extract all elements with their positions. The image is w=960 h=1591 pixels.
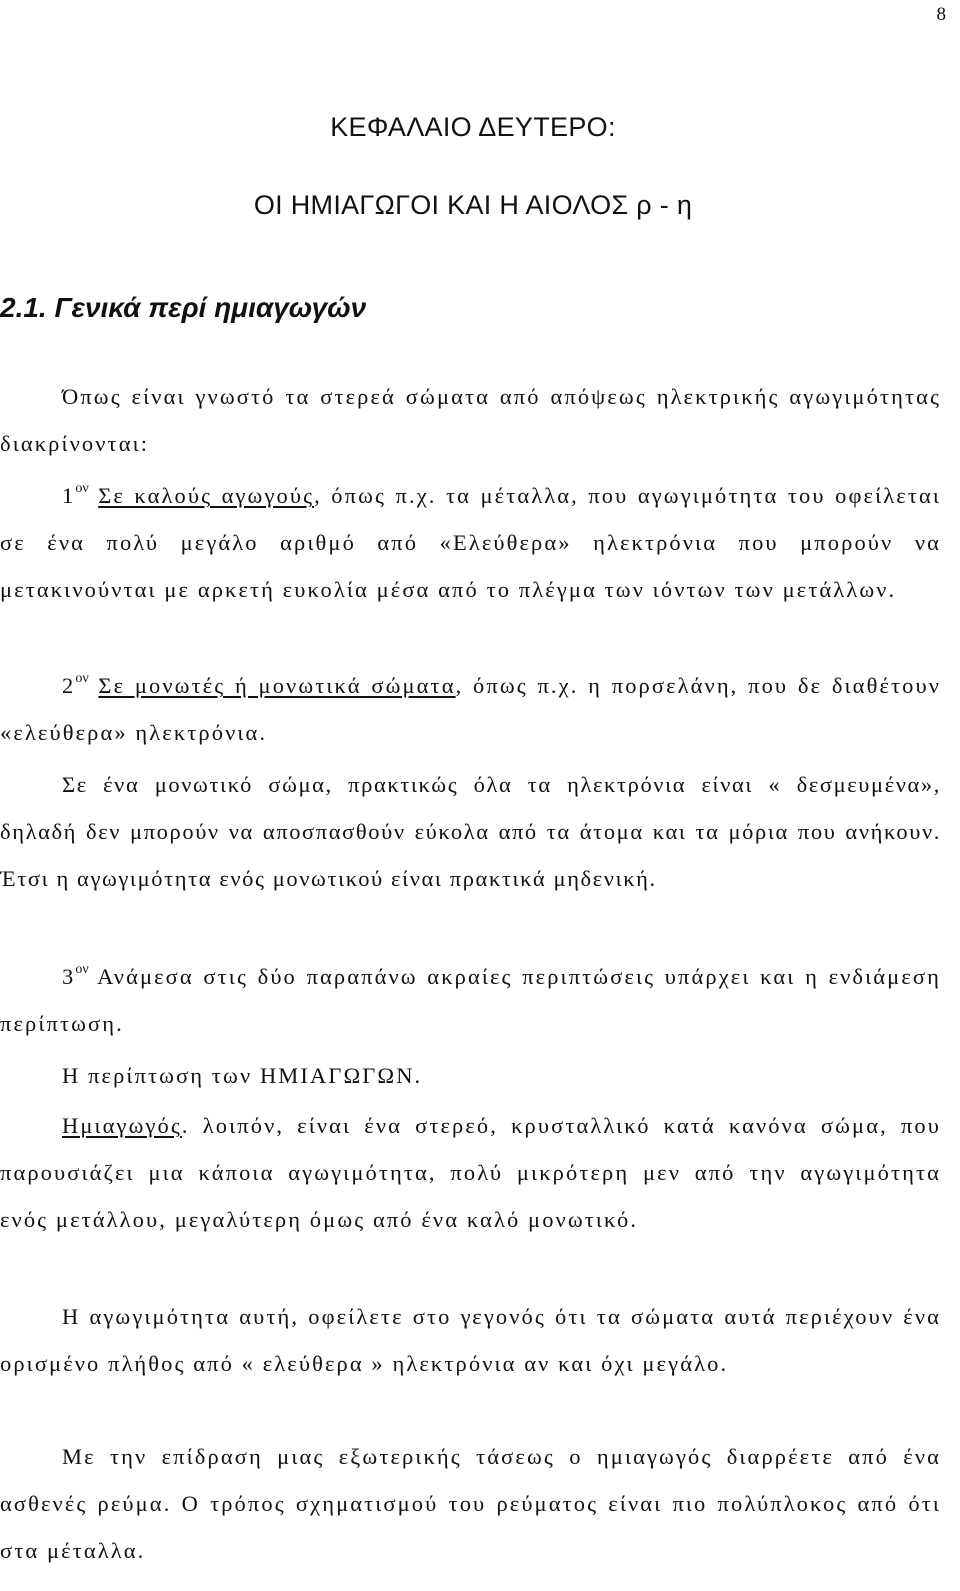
paragraph-text: Με την επίδραση μιας εξωτερικής τάσεως ο ημιαγωγός διαρρέετε από ένα ασθενές ρεύμα. Ο τρόπος σχηματισμού του ρεύματος είναι πιο πολύπλοκος από ότι στα μέταλλα. [0, 1444, 941, 1563]
paragraph-intermediate [0, 953, 941, 1047]
term-insulators: Σε μονωτές ή μονωτικά σώματα [98, 673, 456, 698]
paragraph-text: Σε ένα μονωτικό σώμα, πρακτικώς όλα τα ηλεκτρόνια είναι « δεσμευμένα», δηλαδή δεν μπορούν να αποσπασθούν εύκολα από τα άτομα και τα μόρια που ανήκουν. Έτσι η αγωγιμότητα ενός μονωτικού είναι πρακτικά μηδενική. [0, 772, 941, 891]
chapter-subtitle: ΟΙ ΗΜΙΑΓΩΓΟΙ ΚΑΙ Η ΑΙΟΛΟΣ ρ - η [253, 190, 693, 220]
paragraph-text: Ανάμεσα στις δύο παραπάνω ακραίες περιπτώσεις υπάρχει και η ενδιάμεση περίπτωση. [0, 964, 941, 1036]
term-semiconductor: Ημιαγωγός [62, 1113, 182, 1138]
paragraph-semiconductor-case [0, 1052, 941, 1099]
paragraph-text: , όπως π.χ. τα μέταλλα, που αγωγιμότητα του οφείλεται σε ένα πολύ μεγάλο αριθμό από «Ελεύθερα» ηλεκτρόνια που μπορούν να μετακινούνται με αρκετή ευκολία μέσα από το πλέγμα των ιόντων των μετάλλων. [0, 483, 942, 602]
paragraph-insulators [0, 662, 941, 756]
paragraph-text: Η αγωγιμότητα αυτή, οφείλετε στο γεγονός ότι τα σώματα αυτά περιέχουν ένα ορισμένο πλήθος από « ελεύθερα » ηλεκτρόνια αν και όχι μεγάλο. [0, 1304, 941, 1376]
term-conductors: Σε καλούς αγωγούς [98, 483, 315, 508]
ordinal-suffix: ον [75, 480, 89, 496]
paragraph-text: , όπως π.χ. η πορσελάνη, που δε διαθέτουν «ελεύθερα» ηλεκτρόνια. [0, 673, 942, 745]
paragraph-insulator-body [0, 761, 941, 902]
paragraph-text: . λοιπόν, είναι ένα στερεό, κρυσταλλικό κατά κανόνα σώμα, που παρουσιάζει μια κάποια αγωγιμότητα, πολύ μικρότερη μεν από την αγωγιμότητα ενός μετάλλου, μεγαλύτερη όμως από ένα καλό μονωτικό. [0, 1113, 941, 1232]
ordinal-suffix: ον [75, 961, 89, 977]
list-number: 3 [62, 964, 76, 989]
page-number: 8 [936, 4, 946, 25]
paragraph-conductors [0, 472, 941, 613]
paragraph-current [0, 1433, 941, 1574]
paragraph-text: Όπως είναι γνωστό τα στερεά σώματα από απόψεως ηλεκτρικής αγωγιμότητας διακρίνονται: [0, 384, 941, 456]
paragraph-intro [0, 373, 941, 467]
paragraph-text: Η περίπτωση των ΗΜΙΑΓΩΓΩΝ. [62, 1063, 423, 1088]
list-number: 1 [62, 483, 76, 508]
chapter-title: ΚΕΦΑΛΑΙΟ ΔΕΥΤΕΡΟ: [330, 112, 616, 142]
ordinal-suffix: ον [75, 670, 89, 686]
paragraph-conductivity [0, 1293, 941, 1387]
paragraph-semiconductor-definition [0, 1102, 941, 1243]
list-number: 2 [62, 673, 76, 698]
section-heading: 2.1. Γενικά περί ημιαγωγών [0, 292, 367, 323]
